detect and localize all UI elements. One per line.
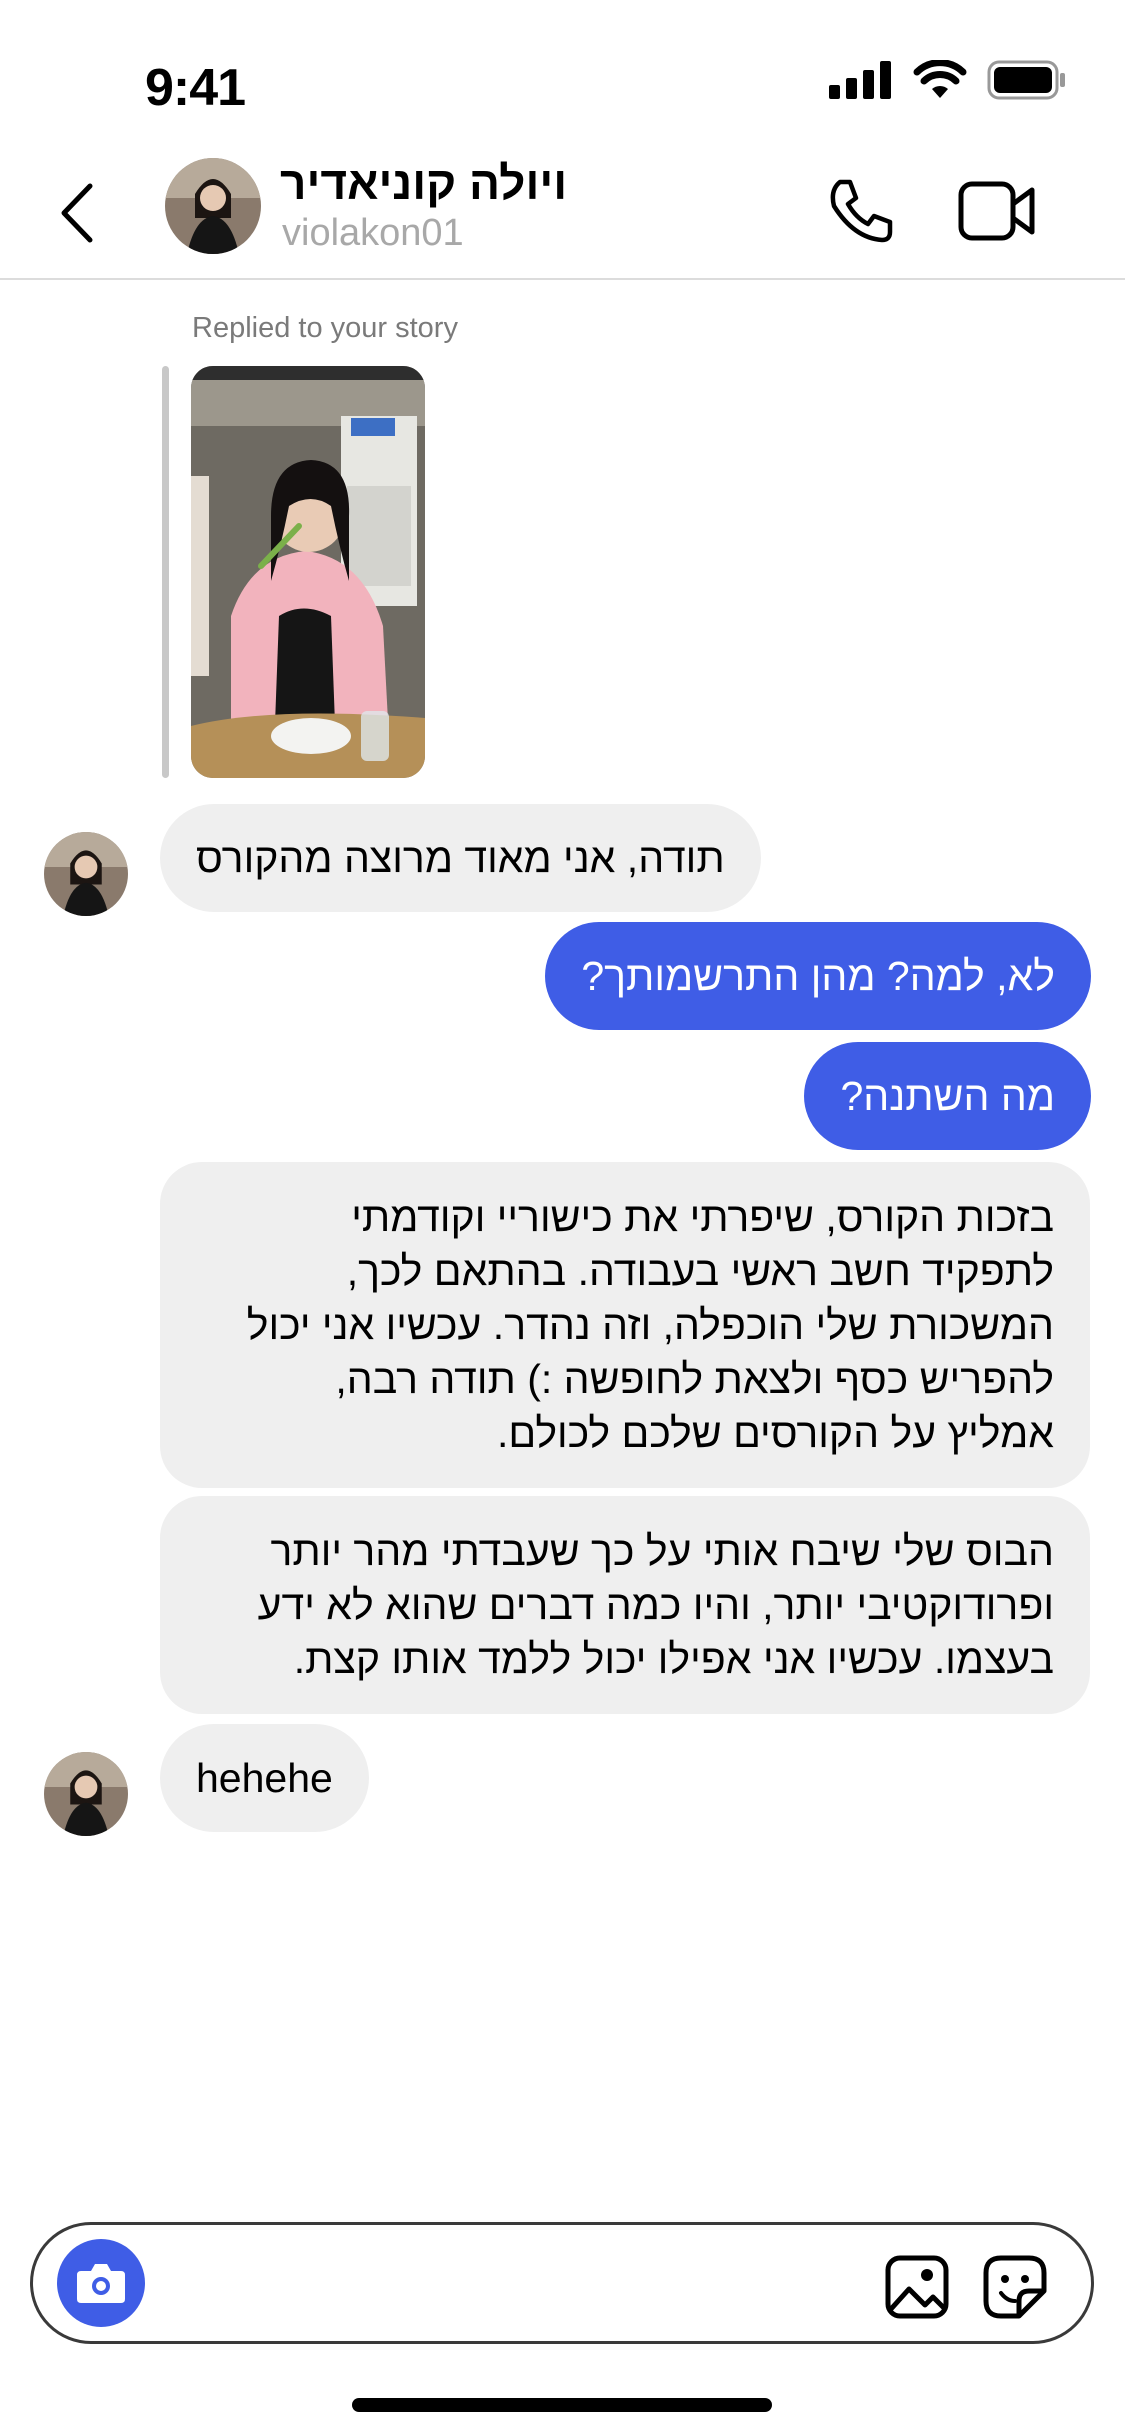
message-composer[interactable] (30, 2222, 1094, 2344)
contact-username: violakon01 (282, 212, 464, 254)
chevron-left-icon[interactable] (52, 178, 102, 248)
message-bubble-received[interactable]: בזכות הקורס, שיפרתי את כישוריי וקודמתי לתפקיד חשב ראשי בעבודה. בהתאם לכך, המשכורת שלי הוכפלה, וזה נהדר. עכשיו אני יכול להפריש כסף ולצאת לחופשה :) תודה רבה, אמליץ על הקורסים שלכם לכולם. (160, 1162, 1090, 1488)
sticker-icon[interactable] (983, 2255, 1047, 2319)
sender-avatar[interactable] (44, 1752, 128, 1836)
home-indicator (352, 2398, 772, 2412)
header-avatar[interactable] (165, 158, 261, 254)
phone-icon[interactable] (826, 176, 896, 246)
story-reply-line (162, 366, 169, 778)
sender-avatar[interactable] (44, 832, 128, 916)
message-bubble-sent[interactable]: לא, למה? מהן התרשמותך? (545, 922, 1091, 1030)
battery-icon (987, 60, 1067, 100)
avatar-photo-icon (44, 832, 128, 916)
avatar-photo-icon (44, 1752, 128, 1836)
video-camera-icon[interactable] (958, 178, 1036, 244)
message-bubble-sent[interactable]: מה השתנה? (804, 1042, 1091, 1150)
status-icons (829, 60, 1067, 100)
image-icon[interactable] (885, 2255, 949, 2319)
story-photo-icon (191, 366, 425, 778)
message-bubble-received[interactable]: הבוס שלי שיבח אותי על כך שעבדתי מהר יותר ופרודוקטיבי יותר, והיו כמה דברים שהוא לא ידע בעצמו. עכשיו אני אפילו יכול ללמד אותו קצת. (160, 1496, 1090, 1714)
cellular-signal-icon (829, 61, 893, 99)
camera-icon (57, 2239, 145, 2327)
contact-name: ויולה קוניאדיר (280, 157, 568, 209)
story-thumbnail[interactable] (191, 366, 425, 778)
message-bubble-received[interactable]: hehehe (160, 1724, 369, 1832)
story-reply-label: Replied to your story (192, 312, 458, 344)
status-time: 9:41 (145, 59, 246, 117)
camera-button[interactable] (57, 2239, 145, 2327)
avatar-photo-icon (165, 158, 261, 254)
conversation-header (0, 150, 1125, 280)
message-bubble-received[interactable]: תודה, אני מאוד מרוצה מהקורס (160, 804, 761, 912)
wifi-icon (913, 60, 967, 100)
